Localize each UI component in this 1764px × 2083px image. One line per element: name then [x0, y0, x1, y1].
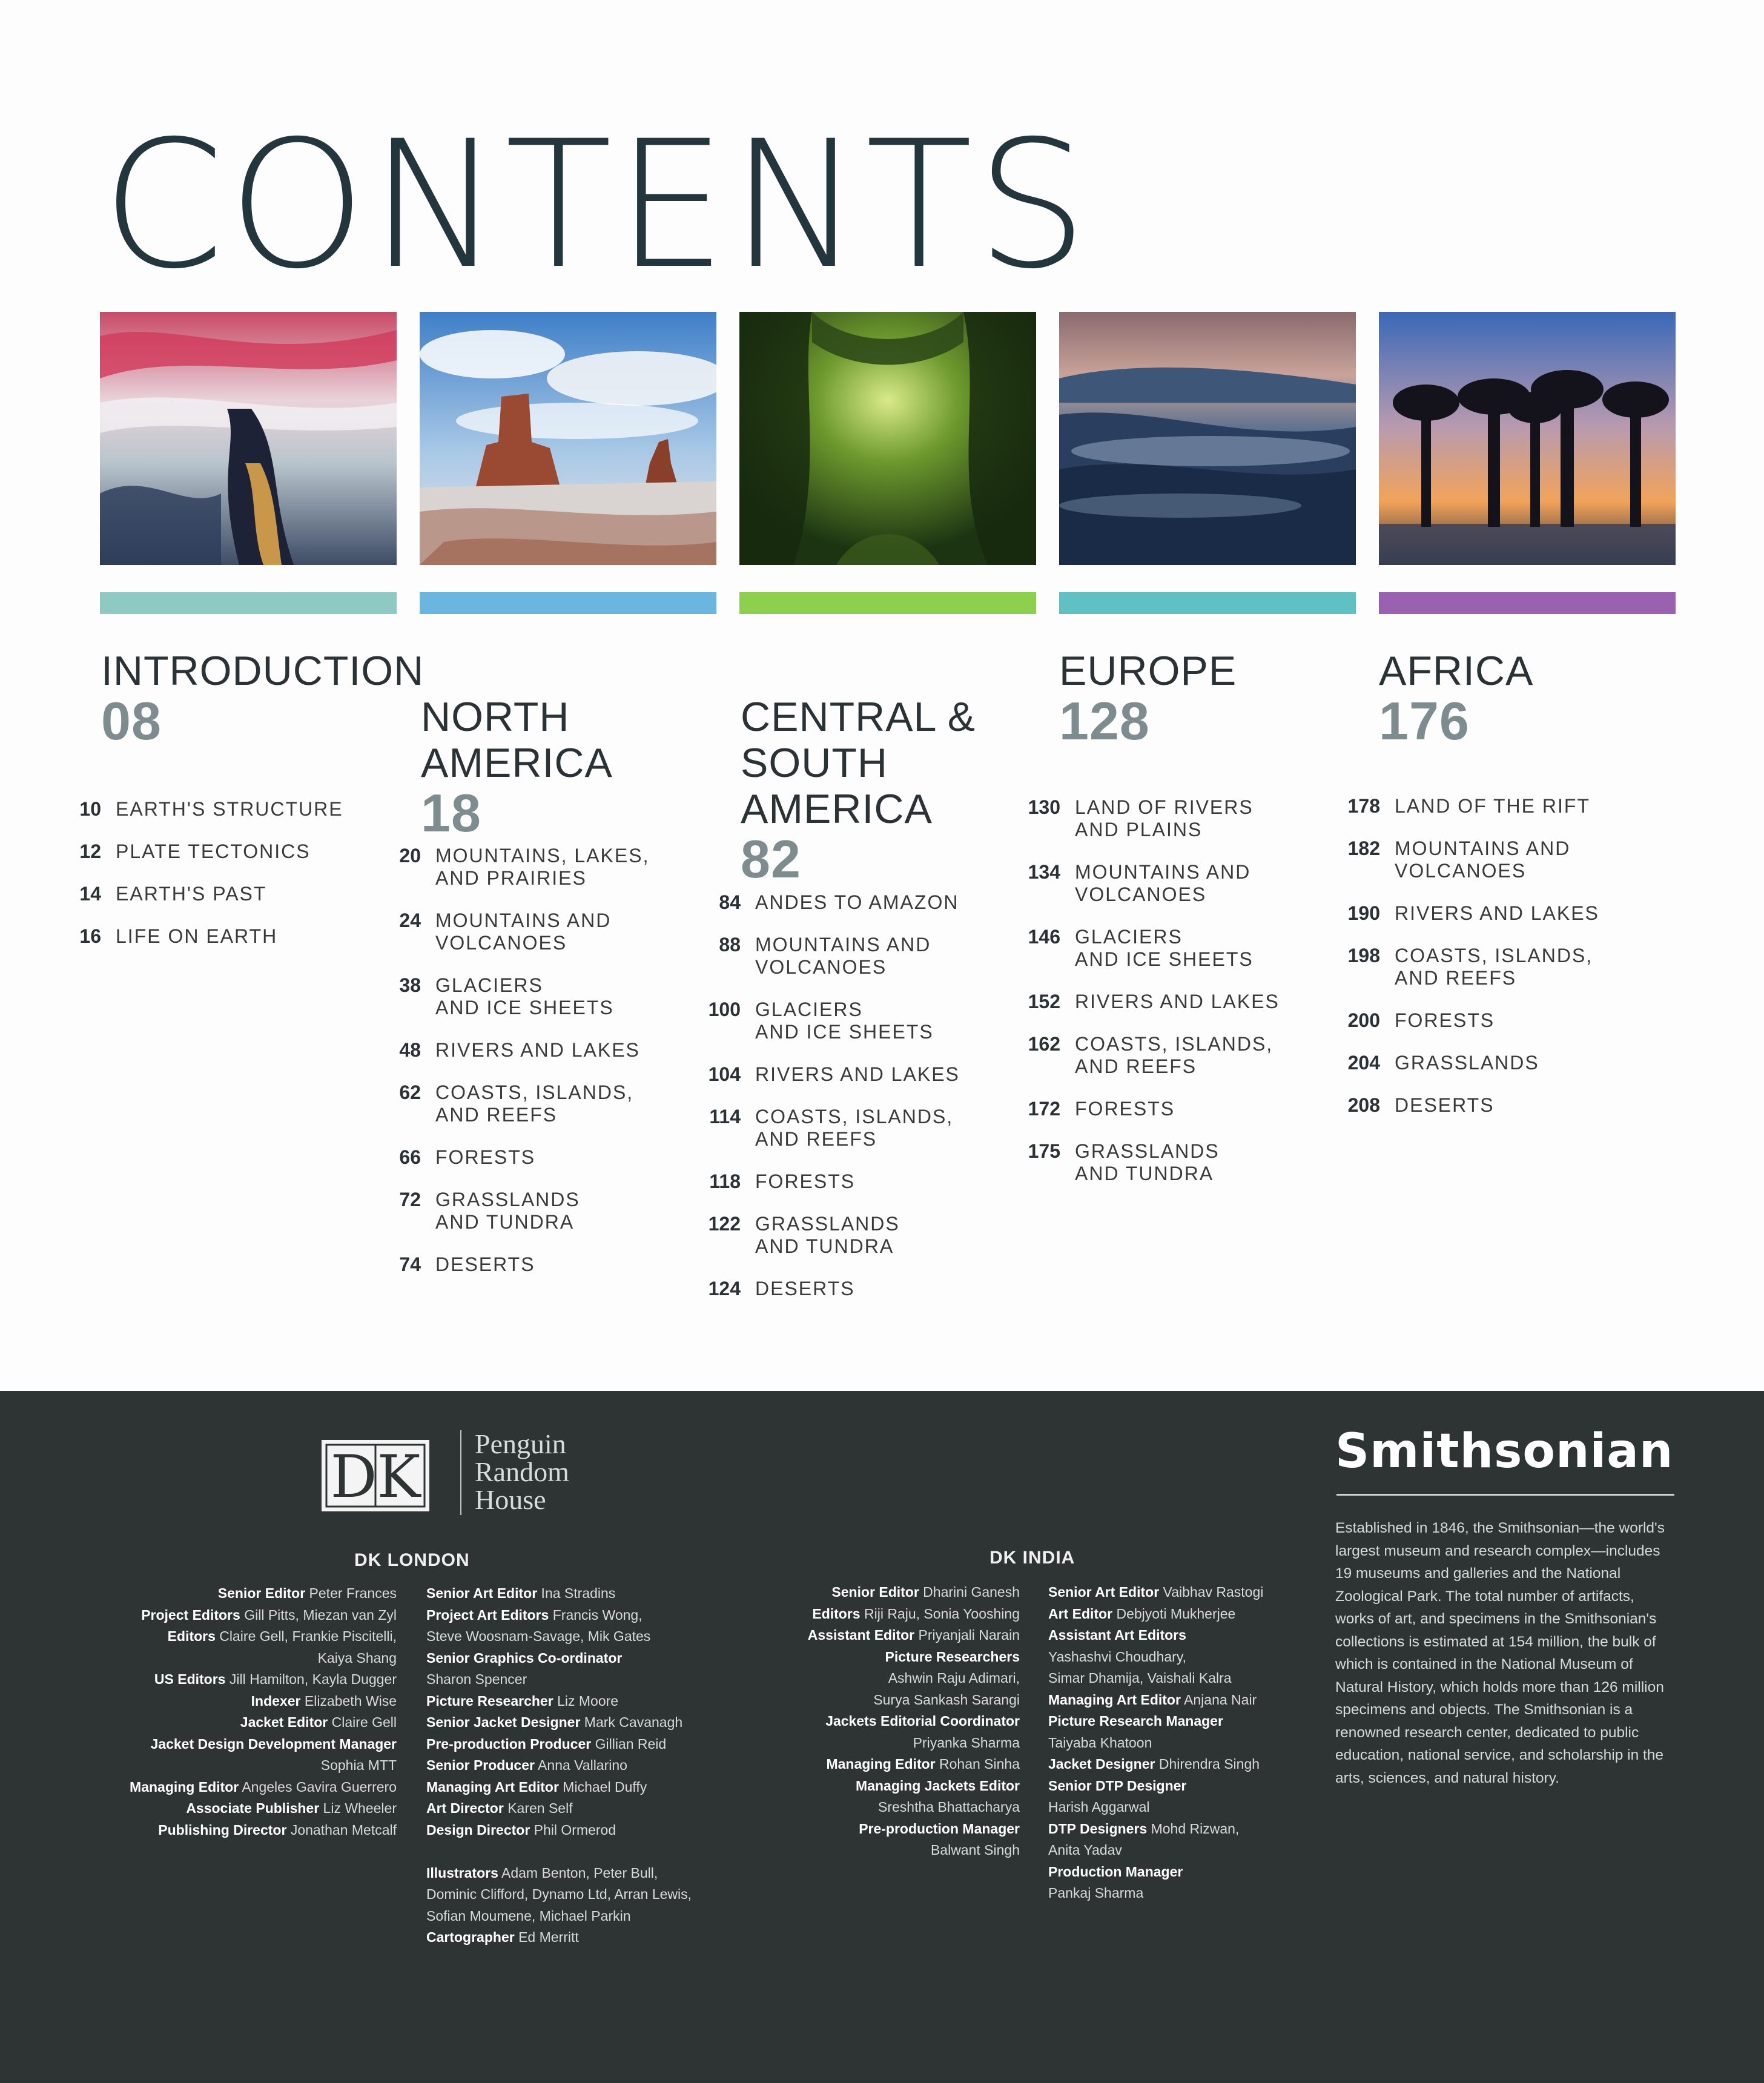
credit-role: US Editors	[154, 1671, 226, 1687]
credit-line	[1048, 1754, 1263, 1775]
credit-name: Surya Sankash Sarangi	[873, 1691, 1020, 1708]
credit-line	[1048, 1689, 1263, 1711]
toc-entry-title: GLACIERS AND ICE SHEETS	[1075, 926, 1254, 970]
toc-entry-page: 134	[1028, 861, 1060, 883]
toc-entry[interactable]	[697, 1170, 1012, 1193]
credit-line	[808, 1711, 1020, 1732]
dk-london-title: DK LONDON	[354, 1550, 470, 1570]
credit-role: Project Editors	[141, 1606, 240, 1623]
section-page-number: 128	[1059, 691, 1150, 751]
credit-role: Project Art Editors	[426, 1606, 549, 1623]
toc-entry-title: LIFE ON EARTH	[116, 925, 278, 947]
credit-name: Dominic Clifford, Dynamo Ltd, Arran Lewis,	[426, 1886, 692, 1902]
africa-entries	[1336, 795, 1651, 1137]
credit-line	[426, 1798, 692, 1820]
credit-line	[426, 1648, 692, 1669]
credit-name: Steve Woosnam-Savage, Mik Gates	[426, 1628, 651, 1644]
toc-entry-page: 74	[399, 1253, 421, 1275]
credit-name: Ed Merritt	[514, 1929, 579, 1945]
toc-entry-title: DESERTS	[435, 1253, 535, 1275]
toc-entry-page: 146	[1028, 926, 1060, 948]
credit-name: Harish Aggarwal	[1048, 1799, 1150, 1815]
north-america-color-bar	[420, 592, 716, 614]
credit-line	[808, 1603, 1020, 1625]
credit-line	[808, 1646, 1020, 1668]
credit-name: Adam Benton, Peter Bull,	[498, 1864, 658, 1881]
credit-line	[130, 1583, 397, 1605]
credit-name: Liz Wheeler	[319, 1800, 397, 1816]
credit-name: Elizabeth Wise	[300, 1692, 397, 1709]
credit-role: Art Editor	[1048, 1605, 1113, 1622]
toc-entry-page: 208	[1347, 1094, 1380, 1116]
publisher-line: Random	[475, 1456, 569, 1487]
credit-role: Senior Graphics Co-ordinator	[426, 1649, 623, 1666]
dk-logo-text: DK	[330, 1443, 421, 1511]
toc-entry[interactable]	[1336, 795, 1651, 817]
toc-entry-page: 88	[719, 934, 741, 956]
toc-entry-title: MOUNTAINS AND VOLCANOES	[755, 934, 931, 978]
credit-role: Senior Art Editor	[426, 1585, 538, 1601]
credit-name: Dhirendra Singh	[1155, 1756, 1260, 1772]
credit-role: Managing Art Editor	[426, 1778, 559, 1795]
dk-london-credits-left	[130, 1583, 397, 1841]
toc-entry[interactable]	[1017, 1140, 1332, 1185]
credit-line	[808, 1840, 1020, 1861]
toc-entry-page: 104	[708, 1063, 741, 1085]
credit-name: Michael Duffy	[558, 1778, 647, 1795]
credit-role: Managing Editor	[130, 1778, 239, 1795]
credit-line	[808, 1625, 1020, 1646]
credit-role: Managing Editor	[826, 1756, 936, 1772]
central-south-america-entries	[697, 891, 1012, 1320]
toc-entry[interactable]	[1336, 902, 1651, 925]
toc-entry[interactable]	[58, 925, 372, 948]
section-title: AFRICA	[1379, 648, 1534, 694]
credit-role: Managing Art Editor	[1048, 1691, 1181, 1708]
credit-line	[130, 1691, 397, 1712]
credit-name: Peter Frances	[305, 1585, 397, 1601]
toc-entry-page: 204	[1347, 1052, 1380, 1074]
publisher-line: House	[475, 1484, 546, 1515]
credit-role: Design Director	[426, 1821, 530, 1838]
toc-entry-title: DESERTS	[1395, 1094, 1495, 1116]
dk-india-credits-right	[1048, 1582, 1263, 1904]
credit-line	[130, 1605, 397, 1626]
credit-line	[130, 1712, 397, 1734]
credit-role: Pre-production Producer	[426, 1735, 592, 1752]
toc-entry[interactable]	[58, 798, 372, 820]
credit-line	[426, 1820, 692, 1841]
toc-entry-page: 10	[79, 798, 101, 820]
toc-entry-page: 198	[1347, 945, 1380, 966]
toc-entry-title: COASTS, ISLANDS, AND REEFS	[1395, 945, 1593, 989]
central-south-america-photo	[739, 312, 1036, 565]
toc-entry-page: 152	[1028, 991, 1060, 1012]
toc-entry-page: 190	[1347, 902, 1380, 924]
credit-role: Assistant Editor	[807, 1627, 915, 1643]
credit-line	[426, 1863, 692, 1884]
credit-line	[130, 1798, 397, 1820]
toc-entry[interactable]	[377, 1039, 692, 1061]
credit-name: Claire Gell, Frankie Piscitelli,	[215, 1628, 397, 1644]
credit-line	[426, 1884, 692, 1906]
credit-name: Angeles Gavira Guerrero	[239, 1778, 397, 1795]
credit-role: Senior Editor	[217, 1585, 306, 1601]
credit-line	[1048, 1775, 1263, 1797]
intro-photo	[100, 312, 397, 565]
credit-role: Jacket Design Development Manager	[150, 1735, 397, 1752]
credit-name: Mohd Rizwan,	[1147, 1820, 1240, 1837]
credit-line	[1048, 1840, 1263, 1861]
toc-entry-title: GRASSLANDS AND TUNDRA	[755, 1213, 900, 1257]
credit-name: Pankaj Sharma	[1048, 1885, 1144, 1901]
credit-line	[426, 1906, 692, 1927]
toc-entry[interactable]	[697, 891, 1012, 914]
credit-name: Jill Hamilton, Kayla Dugger	[225, 1671, 397, 1687]
toc-entry-title: RIVERS AND LAKES	[755, 1063, 960, 1085]
toc-entry-title: DESERTS	[755, 1278, 855, 1299]
toc-entry-page: 100	[708, 999, 741, 1020]
credit-role: DTP Designers	[1048, 1820, 1148, 1837]
section-heading-africa	[1379, 648, 1534, 751]
toc-entry-title: MOUNTAINS AND VOLCANOES	[435, 909, 612, 954]
credit-role: Illustrators	[426, 1864, 498, 1881]
toc-entry-page: 48	[399, 1039, 421, 1061]
toc-entry[interactable]	[1336, 837, 1651, 882]
toc-entry-title: COASTS, ISLANDS, AND REEFS	[1075, 1033, 1273, 1077]
toc-entry-page: 172	[1028, 1098, 1060, 1120]
toc-entry-page: 38	[399, 974, 421, 996]
credit-line	[1048, 1646, 1263, 1668]
section-page-number: 82	[741, 829, 801, 889]
credit-name: Gillian Reid	[591, 1735, 667, 1752]
publisher-line: Penguin	[475, 1428, 566, 1459]
credit-line	[808, 1732, 1020, 1754]
toc-entry-title: FORESTS	[1395, 1009, 1495, 1031]
toc-entry-page: 12	[79, 840, 101, 862]
dk-london-credits-right	[426, 1583, 692, 1949]
africa-color-bar	[1379, 592, 1676, 614]
toc-entry[interactable]	[377, 845, 692, 890]
credit-role: Senior Jacket Designer	[426, 1714, 581, 1730]
toc-entry[interactable]	[697, 1063, 1012, 1086]
credit-name: Claire Gell	[328, 1714, 397, 1730]
section-page-number: 08	[101, 691, 162, 751]
north-america-photo	[420, 312, 716, 565]
toc-entry[interactable]	[1336, 1094, 1651, 1117]
toc-entry-title: MOUNTAINS, LAKES, AND PRAIRIES	[435, 845, 650, 889]
toc-entry-page: 72	[399, 1189, 421, 1210]
toc-entry-page: 62	[399, 1081, 421, 1103]
credit-role: Pre-production Manager	[859, 1820, 1020, 1837]
smithsonian-logo: Smithsonian	[1335, 1424, 1674, 1479]
toc-entry[interactable]	[377, 1146, 692, 1169]
credit-line	[1048, 1883, 1263, 1904]
credit-line	[1048, 1625, 1263, 1646]
credit-line	[426, 1605, 692, 1626]
toc-entry[interactable]	[1017, 1098, 1332, 1120]
credit-name: Mark Cavanagh	[580, 1714, 683, 1730]
credit-name: Taiyaba Khatoon	[1048, 1734, 1152, 1751]
toc-entry-page: 118	[709, 1170, 741, 1192]
section-page-number: 176	[1379, 691, 1470, 751]
toc-entry-title: LAND OF THE RIFT	[1395, 795, 1590, 817]
credit-line	[130, 1820, 397, 1841]
credit-role: Picture Researchers	[885, 1648, 1020, 1665]
credit-line	[426, 1927, 692, 1949]
credit-line	[130, 1626, 397, 1648]
section-title: NORTH AMERICA	[421, 694, 613, 786]
toc-entry-title: GLACIERS AND ICE SHEETS	[755, 999, 934, 1043]
toc-entry-title: COASTS, ISLANDS, AND REEFS	[435, 1081, 634, 1126]
credit-line	[1048, 1668, 1263, 1689]
credit-line	[1048, 1861, 1263, 1883]
credit-role: Editors	[812, 1605, 861, 1622]
toc-entry[interactable]	[697, 934, 1012, 979]
toc-entry-title: EARTH'S STRUCTURE	[116, 798, 343, 820]
section-heading-introduction	[101, 648, 424, 751]
section-heading-europe	[1059, 648, 1237, 751]
toc-entry[interactable]	[697, 999, 1012, 1043]
credit-line	[1048, 1582, 1263, 1603]
credit-name: Jonathan Metcalf	[286, 1821, 397, 1838]
credit-line	[130, 1777, 397, 1798]
toc-entry-page: 130	[1028, 796, 1060, 818]
toc-entry-page: 175	[1028, 1140, 1060, 1162]
credit-line	[426, 1712, 692, 1734]
credit-line	[426, 1669, 692, 1691]
credit-line	[1048, 1711, 1263, 1732]
toc-entry[interactable]	[377, 1189, 692, 1233]
credit-name: Anna Vallarino	[534, 1757, 627, 1773]
toc-entry[interactable]	[1017, 991, 1332, 1013]
toc-entry[interactable]	[58, 840, 372, 863]
section-title: INTRODUCTION	[101, 648, 424, 694]
credit-name: Phil Ormerod	[530, 1821, 616, 1838]
section-page-number: 18	[421, 783, 481, 843]
credit-role: Publishing Director	[158, 1821, 287, 1838]
penguin-random-house-logo	[460, 1430, 618, 1515]
toc-entry-title: PLATE TECTONICS	[116, 840, 311, 862]
credit-name: Yashashvi Choudhary,	[1048, 1648, 1187, 1665]
toc-entry-title: FORESTS	[435, 1146, 536, 1168]
toc-entry[interactable]	[58, 883, 372, 905]
credit-role: Senior Producer	[426, 1757, 535, 1773]
europe-color-bar	[1059, 592, 1356, 614]
toc-entry-page: 16	[79, 925, 101, 947]
credit-role: Production Manager	[1048, 1863, 1183, 1880]
credit-name: Karen Self	[503, 1800, 573, 1816]
toc-entry-page: 124	[708, 1278, 741, 1299]
intro-color-bar	[100, 592, 397, 614]
toc-entry-page: 24	[399, 909, 421, 931]
credit-name: Ashwin Raju Adimari,	[888, 1670, 1020, 1686]
toc-entry-title: RIVERS AND LAKES	[435, 1039, 640, 1061]
credit-line	[130, 1755, 397, 1777]
toc-entry-title: RIVERS AND LAKES	[1395, 902, 1599, 924]
toc-entry-page: 182	[1347, 837, 1380, 859]
credit-line	[426, 1777, 692, 1798]
toc-entry[interactable]	[697, 1278, 1012, 1300]
credit-line	[808, 1818, 1020, 1840]
section-title: EUROPE	[1059, 648, 1237, 694]
credit-line	[808, 1689, 1020, 1711]
credit-name: Gill Pitts, Miezan van Zyl	[240, 1606, 397, 1623]
toc-entry-title: LAND OF RIVERS AND PLAINS	[1075, 796, 1254, 840]
credit-line	[808, 1775, 1020, 1797]
toc-entry-page: 122	[708, 1213, 741, 1235]
credit-role: Associate Publisher	[186, 1800, 320, 1816]
credit-line	[130, 1648, 397, 1669]
toc-entry-title: GRASSLANDS AND TUNDRA	[1075, 1140, 1220, 1184]
credit-name: Sreshtha Bhattacharya	[878, 1799, 1020, 1815]
toc-entry-page: 200	[1347, 1009, 1380, 1031]
toc-entry[interactable]	[1017, 796, 1332, 841]
credit-line	[426, 1755, 692, 1777]
toc-entry-title: EARTH'S PAST	[116, 883, 267, 905]
credit-name: Debjyoti Mukherjee	[1112, 1605, 1236, 1622]
north-america-entries	[377, 845, 692, 1296]
credit-name: Sharon Spencer	[426, 1671, 527, 1687]
toc-entry-title: GRASSLANDS AND TUNDRA	[435, 1189, 580, 1233]
dk-india-title: DK INDIA	[989, 1548, 1075, 1568]
credit-line	[808, 1797, 1020, 1818]
smithsonian-rule	[1336, 1494, 1674, 1496]
credit-name: Priyanjali Narain	[914, 1627, 1020, 1643]
credit-line	[808, 1754, 1020, 1775]
credit-line	[130, 1669, 397, 1691]
credit-name: Anjana Nair	[1180, 1691, 1257, 1708]
toc-entry[interactable]	[377, 974, 692, 1019]
credit-role: Picture Researcher	[426, 1692, 553, 1709]
credit-line	[808, 1582, 1020, 1603]
credit-role: Cartographer	[426, 1929, 515, 1945]
toc-entry-title: GLACIERS AND ICE SHEETS	[435, 974, 614, 1018]
credit-role: Jackets Editorial Coordinator	[825, 1713, 1020, 1729]
dk-logo-icon	[318, 1436, 433, 1515]
toc-entry[interactable]	[377, 909, 692, 954]
credit-line	[130, 1734, 397, 1755]
toc-entry[interactable]	[697, 1213, 1012, 1258]
credit-name: Balwant Singh	[930, 1842, 1020, 1858]
toc-entry-title: MOUNTAINS AND VOLCANOES	[1395, 837, 1571, 882]
credit-line	[1048, 1603, 1263, 1625]
smithsonian-description: Established in 1846, the Smithsonian—the world's largest museum and research complex—includes 19 museums and galleries and the National Zoological Park. The total number of artifacts, works of art, and specimens in the Smithsonian's collections is estimated at 154 million, the bulk of which is contained in the National Museum of Natural History, which holds more than 126 million specimens and objects. The Smithsonian is a renowned research center, dedicated to public education, national service, and scholarship in the arts, sciences, and natural history.	[1335, 1520, 1665, 1786]
europe-photo	[1059, 312, 1356, 565]
toc-entry[interactable]	[377, 1081, 692, 1126]
europe-entries	[1017, 796, 1332, 1205]
toc-entry-title: FORESTS	[1075, 1098, 1175, 1120]
toc-entry-title: GRASSLANDS	[1395, 1052, 1539, 1074]
credit-role: Picture Research Manager	[1048, 1713, 1223, 1729]
credit-name: Riji Raju, Sonia Yooshing	[860, 1605, 1020, 1622]
credit-role: Art Director	[426, 1800, 504, 1816]
credit-name: Vaibhav Rastogi	[1159, 1584, 1264, 1600]
credit-line	[808, 1668, 1020, 1689]
toc-entry[interactable]	[697, 1106, 1012, 1150]
credit-line	[1048, 1797, 1263, 1818]
credit-name: Liz Moore	[553, 1692, 619, 1709]
toc-entry-title: MOUNTAINS AND VOLCANOES	[1075, 861, 1251, 905]
credit-name: Priyanka Sharma	[913, 1734, 1020, 1751]
africa-photo	[1379, 312, 1676, 565]
toc-entry-title: FORESTS	[755, 1170, 856, 1192]
credit-line	[1048, 1732, 1263, 1754]
toc-entry[interactable]	[377, 1253, 692, 1276]
credit-name: Sofian Moumene, Michael Parkin	[426, 1907, 631, 1924]
credit-line	[426, 1626, 692, 1648]
credit-name: Rohan Sinha	[935, 1756, 1020, 1772]
toc-entry-page: 14	[79, 883, 101, 905]
toc-entry[interactable]	[1017, 1033, 1332, 1078]
credit-name: Ina Stradins	[537, 1585, 616, 1601]
credit-line	[426, 1691, 692, 1712]
introduction-entries	[58, 798, 372, 968]
credit-role: Editors	[167, 1628, 216, 1644]
toc-entry[interactable]	[1336, 945, 1651, 989]
credit-role: Assistant Art Editors	[1048, 1627, 1186, 1643]
central-south-america-color-bar	[739, 592, 1036, 614]
toc-entry-page: 178	[1347, 795, 1380, 817]
credit-line	[426, 1841, 692, 1863]
toc-entry-page: 66	[399, 1146, 421, 1168]
credit-role: Senior Art Editor	[1048, 1584, 1160, 1600]
toc-entry-page: 162	[1028, 1033, 1060, 1055]
credit-name: Sophia MTT	[320, 1757, 397, 1773]
toc-entry-page: 84	[719, 891, 741, 913]
credit-role: Managing Jackets Editor	[856, 1777, 1020, 1794]
credit-role: Jacket Editor	[240, 1714, 328, 1730]
credit-line	[426, 1583, 692, 1605]
dk-india-credits-left	[808, 1582, 1020, 1861]
toc-entry-page: 20	[399, 845, 421, 867]
credit-role: Jacket Designer	[1048, 1756, 1155, 1772]
toc-entry-title: RIVERS AND LAKES	[1075, 991, 1280, 1012]
section-title: CENTRAL & SOUTH AMERICA	[741, 694, 976, 832]
credit-role: Senior DTP Designer	[1048, 1777, 1187, 1794]
credit-name: Francis Wong,	[549, 1606, 643, 1623]
credit-name: Simar Dhamija, Vaishali Kalra	[1048, 1670, 1232, 1686]
credit-line	[426, 1734, 692, 1755]
credit-name: Kaiya Shang	[317, 1649, 397, 1666]
credit-role: Senior Editor	[831, 1584, 919, 1600]
toc-entry-title: ANDES TO AMAZON	[755, 891, 959, 913]
toc-entry[interactable]	[1017, 861, 1332, 906]
toc-entry[interactable]	[1017, 926, 1332, 971]
credit-role: Indexer	[251, 1692, 301, 1709]
credit-name: Dharini Ganesh	[919, 1584, 1020, 1600]
section-heading-central-south-america	[741, 648, 976, 931]
toc-entry-page: 114	[709, 1106, 741, 1127]
page-title: CONTENTS	[102, 104, 1092, 308]
credit-name: Anita Yadav	[1048, 1842, 1122, 1858]
credit-line	[1048, 1818, 1263, 1840]
toc-entry-title: COASTS, ISLANDS, AND REEFS	[755, 1106, 954, 1150]
toc-entry[interactable]	[1336, 1009, 1651, 1032]
toc-entry[interactable]	[1336, 1052, 1651, 1074]
